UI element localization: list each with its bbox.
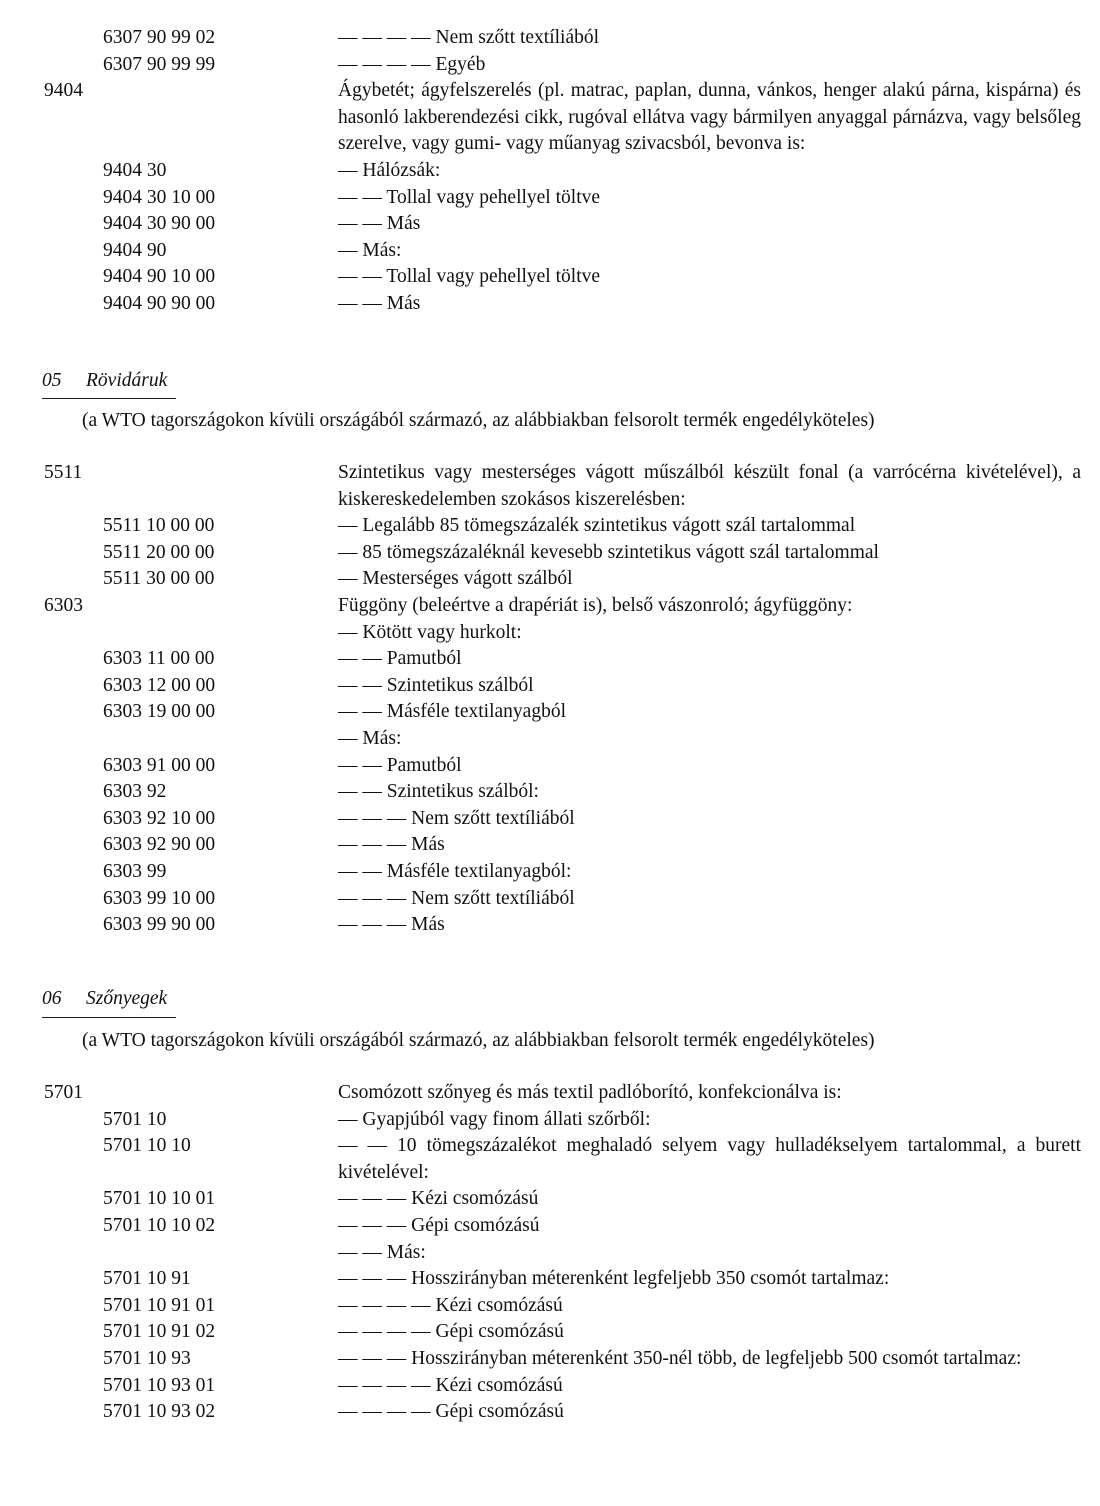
tariff-row: [0, 1266, 1100, 1293]
tariff-description: — — Pamutból: [338, 754, 462, 776]
tariff-code: 5701 10 10: [103, 1135, 191, 1157]
tariff-row: [0, 806, 1100, 833]
tariff-row: [0, 646, 1100, 673]
tariff-code: 6303 99 90 00: [103, 914, 216, 936]
tariff-code: 6307 90 99 99: [103, 53, 216, 75]
tariff-code: 6303 19 00 00: [103, 701, 216, 723]
tariff-description: — — — — Nem szőtt textíliából: [338, 27, 600, 48]
tariff-code: 5511: [44, 462, 83, 483]
tariff-row: [0, 540, 1100, 567]
tariff-code: 5511 10 00 00: [103, 515, 215, 537]
tariff-code: 5701 10 91: [103, 1268, 191, 1290]
tariff-row: [0, 699, 1100, 726]
tariff-description: — Más:: [338, 728, 402, 749]
tariff-row: [0, 1240, 1100, 1267]
tariff-code: 6303 99 10 00: [103, 887, 216, 909]
tariff-code: 6303 99: [103, 861, 167, 882]
tariff-row: [0, 912, 1100, 939]
tariff-code: 9404 30: [103, 160, 167, 181]
tariff-description: — — — Kézi csomózású: [338, 1188, 539, 1210]
tariff-row: [0, 291, 1100, 318]
section-underline: [42, 1017, 176, 1018]
tariff-code: 9404 90: [103, 239, 167, 261]
tariff-description: Függöny (beleértve a drapériát is), belső vászonroló; ágyfüggöny:: [338, 595, 853, 616]
tariff-description: — — — Nem szőtt textíliából: [338, 807, 575, 829]
tariff-row: [0, 25, 1100, 52]
section-05-note: (a WTO tagországokon kívüli országából származó, az alábbiakban felsorolt termék engedélyköteles): [82, 410, 875, 431]
tariff-row: [0, 886, 1100, 913]
tariff-description: Ágybetét; ágyfelszerelés (pl. matrac, paplan, dunna, vánkos, henger alakú párna, kispárna) és hasonló lakberendezési cikk, rugóval ellátva vagy bármilyen anyaggal párnázva, vagy belsőleg szerelve, vagy gumi- vagy műanyag szivacsból, bevonva is:: [338, 80, 1081, 155]
tariff-row: [0, 264, 1100, 291]
tariff-code: 6303: [44, 595, 83, 616]
tariff-code: 5701: [44, 1082, 83, 1103]
tariff-description: — — Szintetikus szálból:: [338, 781, 539, 803]
tariff-description: — Kötött vagy hurkolt:: [338, 621, 522, 643]
tariff-row: [0, 566, 1100, 593]
section-06-note: (a WTO tagországokon kívüli országából származó, az alábbiakban felsorolt termék engedélyköteles): [82, 1030, 875, 1051]
tariff-description: — 85 tömegszázaléknál kevesebb szintetikus vágott szál tartalommal: [338, 541, 879, 563]
tariff-description: — — — Nem szőtt textíliából: [338, 887, 575, 909]
tariff-code: 5701 10 10 02: [103, 1215, 216, 1236]
section-underline: [42, 398, 176, 399]
tariff-description: — — — Hosszirányban méterenként legfeljebb 350 csomót tartalmaz:: [338, 1268, 890, 1290]
tariff-row: [0, 753, 1100, 780]
tariff-row: [0, 513, 1100, 540]
tariff-description: — Mesterséges vágott szálból: [338, 568, 573, 590]
tariff-row: [0, 1107, 1100, 1134]
tariff-description: — Legalább 85 tömegszázalék szintetikus vágott szál tartalommal: [338, 515, 856, 537]
tariff-code: 5511 20 00 00: [103, 541, 215, 563]
tariff-row: [0, 779, 1100, 806]
tariff-code: 9404 30 10 00: [103, 186, 216, 208]
section-number: 05: [42, 370, 62, 391]
tariff-description: — — Másféle textilanyagból:: [338, 861, 572, 882]
tariff-description: — — Másféle textilanyagból: [338, 701, 566, 723]
tariff-row: [0, 1213, 1100, 1240]
tariff-description: Szintetikus vagy mesterséges vágott műszálból készült fonal (a varrócérna kivételével), a kiskereskedelemben szokásos kiszerelésben:: [338, 462, 1081, 510]
tariff-row: [0, 1186, 1100, 1213]
tariff-row: [0, 185, 1100, 212]
tariff-code: 5511 30 00 00: [103, 568, 215, 590]
tariff-row: [0, 620, 1100, 647]
section-number: 06: [42, 988, 62, 1009]
tariff-code: 5701 10 10 01: [103, 1188, 216, 1210]
section-title: Rövidáruk: [86, 370, 168, 391]
tariff-row: [0, 1319, 1100, 1346]
tariff-description: — — — — Kézi csomózású: [338, 1374, 563, 1396]
tariff-row: [0, 78, 1100, 158]
tariff-code: 6307 90 99 02: [103, 27, 216, 48]
tariff-row: [0, 1133, 1100, 1186]
tariff-description: — — — — Gépi csomózású: [338, 1401, 564, 1423]
tariff-row: [0, 238, 1100, 265]
tariff-description: — — Tollal vagy pehellyel töltve: [338, 266, 601, 288]
tariff-code: 5701 10 91 02: [103, 1321, 216, 1343]
tariff-code: 9404 90 90 00: [103, 293, 216, 314]
tariff-code: 9404 30 90 00: [103, 213, 216, 235]
tariff-row: [0, 1373, 1100, 1400]
tariff-code: 6303 11 00 00: [103, 648, 215, 670]
tariff-description: — — Más:: [338, 1241, 426, 1263]
tariff-description: — — Tollal vagy pehellyel töltve: [338, 186, 601, 208]
tariff-row: [0, 460, 1100, 513]
tariff-description: — — Szintetikus szálból: [338, 674, 534, 696]
tariff-description: — — — Hosszirányban méterenként 350-nél több, de legfeljebb 500 csomót tartalmaz:: [338, 1348, 1022, 1369]
tariff-code: 6303 92: [103, 781, 167, 803]
tariff-row: [0, 859, 1100, 886]
tariff-code: 6303 92 10 00: [103, 807, 216, 829]
tariff-description: — — Pamutból: [338, 648, 462, 670]
tariff-code: 5701 10: [103, 1108, 167, 1130]
tariff-row: [0, 1399, 1100, 1426]
tariff-code: 5701 10 93 02: [103, 1401, 216, 1423]
tariff-row: [0, 726, 1100, 753]
tariff-row: [0, 52, 1100, 79]
tariff-row: [0, 593, 1100, 620]
tariff-code: 9404 90 10 00: [103, 266, 216, 288]
tariff-description: — — 10 tömegszázalékot meghaladó selyem vagy hulladékselyem tartalommal, a burett kivételével:: [338, 1135, 1081, 1183]
tariff-description: — — — Más: [338, 914, 445, 936]
tariff-description: — Hálózsák:: [338, 160, 441, 181]
tariff-row: [0, 211, 1100, 238]
tariff-description: — — Más: [338, 213, 421, 235]
tariff-description: — — — — Kézi csomózású: [338, 1294, 563, 1316]
tariff-code: 5701 10 93: [103, 1348, 191, 1369]
tariff-description: — — — Más: [338, 834, 445, 856]
tariff-code: 5701 10 91 01: [103, 1294, 216, 1316]
tariff-row: [0, 1346, 1100, 1373]
tariff-code: 9404: [44, 80, 83, 102]
section-title: Szőnyegek: [86, 988, 168, 1009]
tariff-description: — — — — Egyéb: [338, 53, 486, 75]
tariff-row: [0, 158, 1100, 185]
tariff-code: 6303 92 90 00: [103, 834, 216, 856]
tariff-description: — — Más: [338, 293, 421, 314]
tariff-description: — Gyapjúból vagy finom állati szőrből:: [338, 1108, 651, 1130]
tariff-description: — — — Gépi csomózású: [338, 1215, 540, 1236]
tariff-row: [0, 673, 1100, 700]
tariff-description: Csomózott szőnyeg és más textil padlóborító, konfekcionálva is:: [338, 1082, 842, 1103]
tariff-code: 6303 91 00 00: [103, 754, 216, 776]
tariff-description: — — — — Gépi csomózású: [338, 1321, 564, 1343]
tariff-code: 5701 10 93 01: [103, 1374, 216, 1396]
tariff-row: [0, 1293, 1100, 1320]
tariff-code: 6303 12 00 00: [103, 674, 216, 696]
tariff-description: — Más:: [338, 239, 402, 261]
tariff-row: [0, 832, 1100, 859]
tariff-row: [0, 1080, 1100, 1107]
